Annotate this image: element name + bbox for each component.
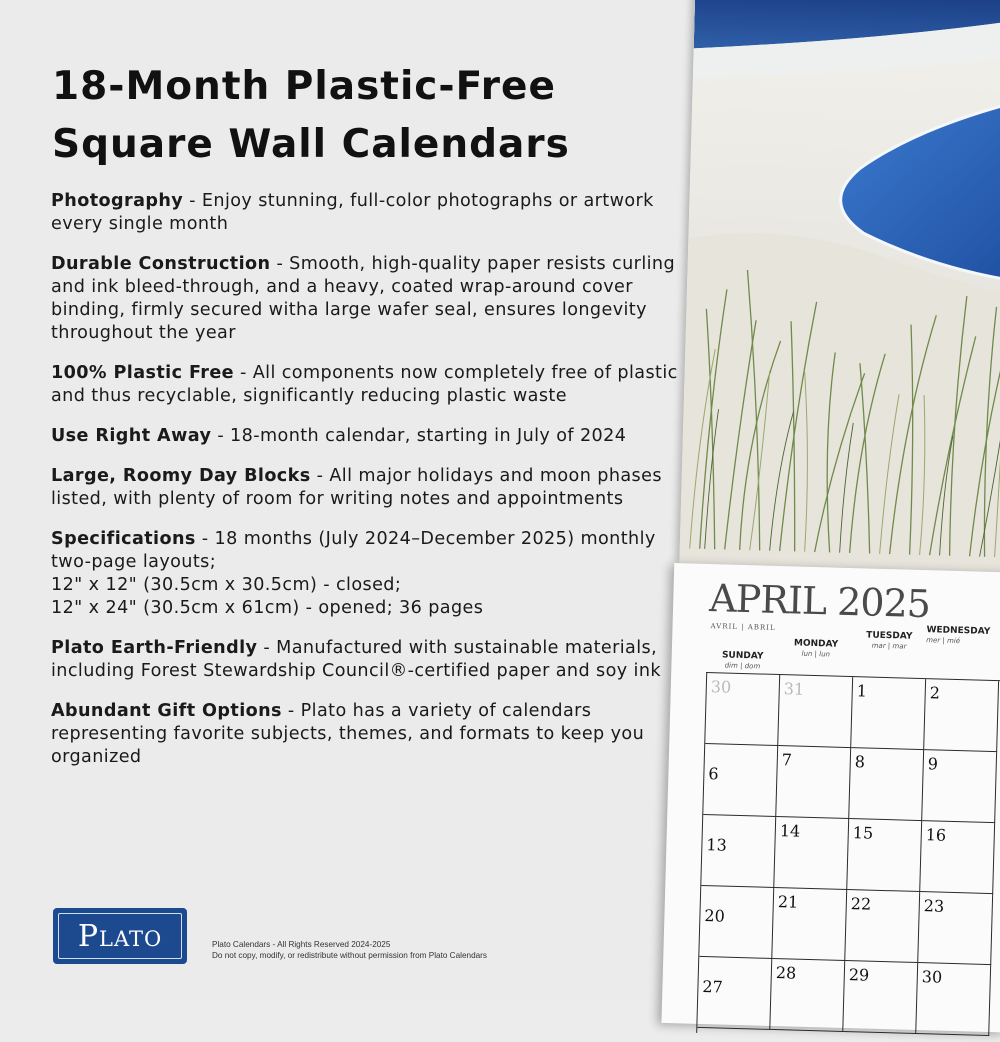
- day-abbr: mar | mar: [871, 641, 907, 651]
- day-name: TUESDAY: [866, 630, 913, 642]
- day-cell[interactable]: [849, 748, 924, 821]
- feature-use-right-away: [51, 425, 681, 448]
- calendar-page: [661, 563, 1000, 1032]
- day-header-wednesday: [926, 625, 999, 646]
- feature-list: [51, 190, 681, 786]
- day-cell[interactable]: [699, 886, 774, 959]
- feature-plastic-free: [51, 362, 681, 408]
- day-cell[interactable]: [778, 675, 853, 748]
- day-header-monday: [780, 638, 853, 659]
- feature-text: - All major holidays and moon phases listed, with plenty of room for writing notes and appointments: [51, 466, 662, 509]
- title-line-2: Square Wall Calendars: [52, 122, 570, 167]
- feature-text: - Manufactured with sustainable materials, including Forest Stewardship Council®-certified paper and soy ink: [51, 638, 661, 681]
- day-number: 14: [779, 821, 801, 841]
- feature-text: - 18-month calendar, starting in July of 2024: [211, 426, 627, 446]
- feature-earth-friendly: [51, 637, 681, 683]
- copyright-line-2: Do not copy, modify, or redistribute without permission from Plato Calendars: [212, 951, 488, 960]
- day-cell[interactable]: [918, 892, 993, 965]
- feature-day-blocks: [51, 465, 681, 511]
- day-number: 31: [783, 679, 805, 699]
- feature-name: Plato Earth-Friendly: [51, 638, 258, 658]
- day-number: 1: [856, 681, 868, 701]
- day-abbr: dim | dom: [724, 661, 761, 671]
- day-number: 15: [852, 823, 874, 843]
- day-number: 23: [923, 896, 945, 916]
- day-cell[interactable]: [924, 679, 999, 752]
- logo-text: Plato: [77, 918, 163, 954]
- day-header-tuesday: [853, 630, 926, 651]
- day-number: 30: [710, 677, 732, 697]
- feature-name: Abundant Gift Options: [51, 701, 282, 721]
- day-cell[interactable]: [922, 750, 997, 823]
- day-number: 30: [921, 967, 943, 987]
- feature-text: - Smooth, high-quality paper resists curling and ink bleed-through, and a heavy, coated wrap-around cover binding, firmly secured witha large wafer seal, ensures longevity throughout the year: [51, 254, 676, 343]
- beach-dune-photo: [679, 0, 1000, 573]
- day-cell[interactable]: [701, 815, 776, 888]
- day-number: 21: [777, 892, 799, 912]
- copyright-notice: [212, 939, 632, 961]
- feature-name: Use Right Away: [51, 426, 212, 446]
- month-name: APRIL: [708, 576, 827, 624]
- feature-text: - Plato has a variety of calendars representing favorite subjects, themes, and formats to keep you organized: [51, 701, 645, 767]
- day-abbr: mer | mié: [926, 636, 961, 646]
- beach-dune-illustration: [679, 0, 1000, 573]
- day-number: 2: [929, 683, 941, 703]
- calendar-grid: [696, 672, 1000, 1042]
- day-name: MONDAY: [793, 638, 839, 650]
- day-cell[interactable]: [843, 961, 918, 1034]
- day-header-sunday: [706, 650, 779, 671]
- day-number: 7: [781, 750, 793, 770]
- day-number: 20: [704, 906, 726, 926]
- feature-photography: [51, 190, 681, 236]
- feature-name: Large, Roomy Day Blocks: [51, 466, 311, 486]
- day-cell[interactable]: [851, 677, 926, 750]
- copyright-line-1: Plato Calendars - All Rights Reserved 2024-2025: [212, 940, 391, 949]
- day-name: SUNDAY: [721, 650, 764, 662]
- plato-logo: [53, 908, 187, 964]
- day-number: 6: [708, 764, 719, 784]
- feature-text: - 18 months (July 2024–December 2025) monthly two-page layouts; 12" x 12" (30.5cm x 30.5cm) - closed; 12" x 24" (30.5cm x 61cm) - opened; 36 pages: [51, 529, 656, 618]
- day-number: 16: [925, 825, 947, 845]
- feature-name: Durable Construction: [51, 254, 271, 274]
- day-cell[interactable]: [770, 959, 845, 1032]
- day-number: 28: [775, 963, 797, 983]
- day-cell[interactable]: [697, 957, 772, 1030]
- day-cell[interactable]: [920, 821, 995, 894]
- feature-specifications: [51, 528, 681, 620]
- month-alt-names: AVRIL | ABRIL: [710, 622, 776, 632]
- day-number: 27: [702, 977, 724, 997]
- feature-name: 100% Plastic Free: [51, 363, 234, 383]
- day-number: 8: [854, 752, 866, 772]
- feature-text: - All components now completely free of plastic and thus recyclable, significantly reducing plastic waste: [51, 363, 678, 406]
- day-cell[interactable]: [772, 888, 847, 961]
- calendar-preview: [652, 0, 1000, 1009]
- day-cell[interactable]: [774, 817, 849, 890]
- logo-frame: [58, 913, 182, 959]
- feature-text: - Enjoy stunning, full-color photographs or artwork every single month: [51, 191, 654, 234]
- month-year: 2025: [836, 579, 931, 627]
- day-abbr: lun | lun: [801, 649, 831, 659]
- page-title: [52, 58, 672, 174]
- day-number: 13: [706, 835, 728, 855]
- day-name: WEDNESDAY: [926, 625, 991, 637]
- day-cell[interactable]: [845, 890, 920, 963]
- title-line-1: 18-Month Plastic-Free: [52, 64, 556, 109]
- day-cell[interactable]: [703, 744, 778, 817]
- calendar-month-title: [709, 576, 931, 626]
- feature-durable-construction: [51, 253, 681, 345]
- day-cell[interactable]: [776, 746, 851, 819]
- day-number: 9: [927, 754, 939, 774]
- day-number: 29: [848, 965, 870, 985]
- feature-gift-options: [51, 700, 681, 769]
- feature-name: Specifications: [51, 529, 196, 549]
- feature-name: Photography: [51, 191, 184, 211]
- day-cell[interactable]: [847, 819, 922, 892]
- day-number: 22: [850, 894, 872, 914]
- day-cell[interactable]: [705, 673, 780, 746]
